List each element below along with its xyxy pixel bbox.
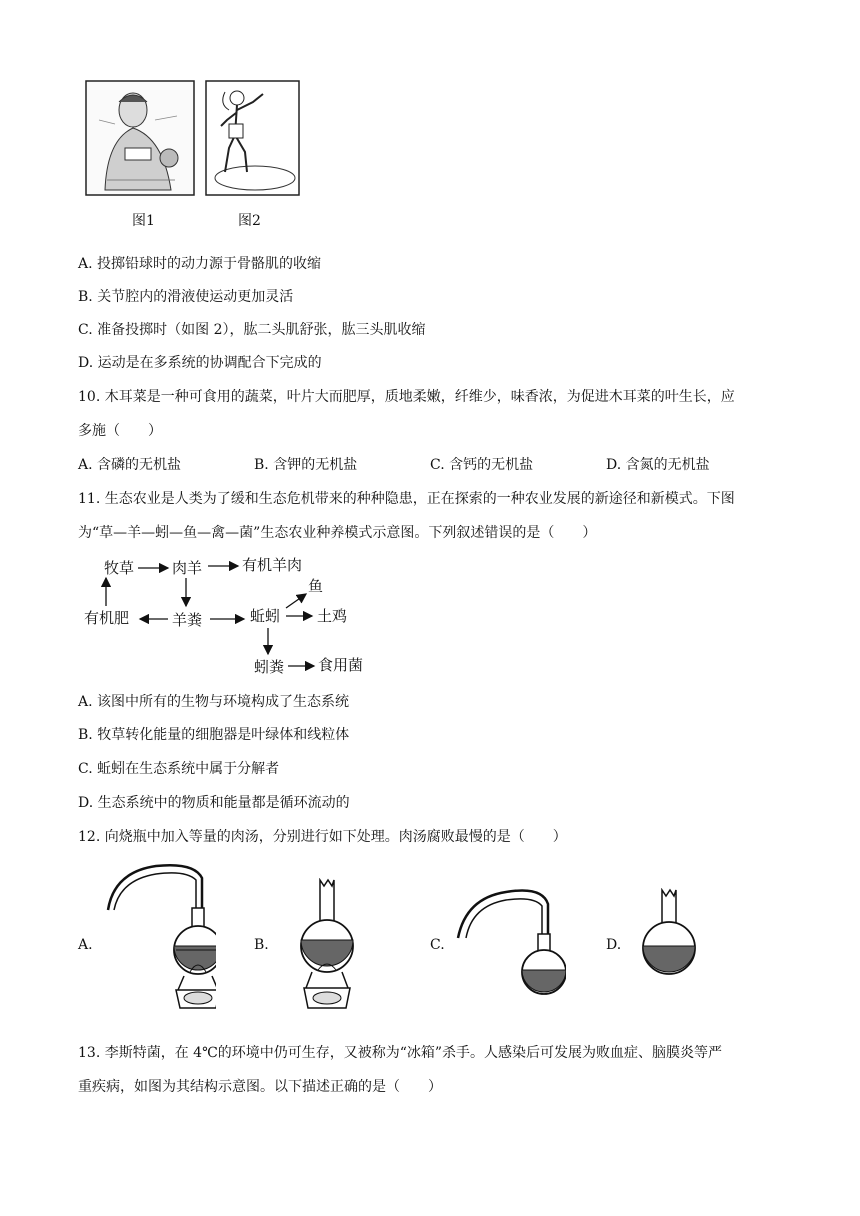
q9-option-d: D. 运动是在多系统的协调配合下完成的 xyxy=(78,355,322,371)
figure-2-label: 图2 xyxy=(238,213,261,229)
q9-option-b: B. 关节腔内的滑液使运动更加灵活 xyxy=(78,289,294,305)
q9-option-c: C. 准备投掷时（如图 2），肱二头肌舒张，肱三头肌收缩 xyxy=(78,322,426,338)
node-yu: 鱼 xyxy=(308,577,324,595)
q10-option-c: C. 含钙的无机盐 xyxy=(430,457,534,473)
flask-b-broken-neck-heated xyxy=(292,878,362,1024)
node-shiyongjun: 食用菌 xyxy=(318,656,364,674)
q12-option-c-letter: C. xyxy=(430,937,445,953)
q13-stem-line1: 13. 李斯特菌，在 4℃的环境中仍可生存，又被称为“冰箱”杀手。人感染后可发展为败血症、脑膜炎等严 xyxy=(78,1045,723,1061)
node-yangfen: 羊粪 xyxy=(172,611,203,629)
q12-option-d-letter: D. xyxy=(606,937,622,953)
q10-option-a: A. 含磷的无机盐 xyxy=(78,457,182,473)
q10-option-d: D. 含氮的无机盐 xyxy=(606,457,710,473)
q12-option-a-letter: A. xyxy=(78,937,93,953)
q11-stem-line2: 为“草—羊—蚓—鱼—禽—菌”生态农业种养模式示意图。下列叙述错误的是（ ） xyxy=(78,525,597,541)
q10-stem-line1: 10. 木耳菜是一种可食用的蔬菜，叶片大而肥厚，质地柔嫩，纤维少，味香浓，为促进木耳菜的叶生长，应 xyxy=(78,389,735,405)
q9-option-a: A. 投掷铅球时的动力源于骨骼肌的收缩 xyxy=(78,256,322,272)
q11-option-b: B. 牧草转化能量的细胞器是叶绿体和线粒体 xyxy=(78,727,350,743)
q10-stem-line2: 多施（ ） xyxy=(78,423,162,439)
q12-option-b-letter: B. xyxy=(254,937,269,953)
node-qiuyin: 蚯蚓 xyxy=(250,607,281,625)
figure-1-label: 图1 xyxy=(132,213,155,229)
flask-a-swan-neck-heated xyxy=(106,858,216,1016)
node-tuji: 土鸡 xyxy=(317,607,348,625)
q10-option-b: B. 含钾的无机盐 xyxy=(254,457,358,473)
node-yinfen: 蚓粪 xyxy=(254,658,285,676)
node-rouyang: 肉羊 xyxy=(172,559,203,577)
node-youjifei: 有机肥 xyxy=(84,609,130,627)
q11-option-a: A. 该图中所有的生物与环境构成了生态系统 xyxy=(78,694,350,710)
eco-farming-diagram xyxy=(80,552,380,682)
q11-option-c: C. 蚯蚓在生态系统中属于分解者 xyxy=(78,761,280,777)
q11-option-d: D. 生态系统中的物质和能量都是循环流动的 xyxy=(78,795,350,811)
q13-stem-line2: 重疾病，如图为其结构示意图。以下描述正确的是（ ） xyxy=(78,1079,442,1095)
q12-stem: 12. 向烧瓶中加入等量的肉汤，分别进行如下处理。肉汤腐败最慢的是（ ） xyxy=(78,829,567,845)
q11-stem-line1: 11. 生态农业是人类为了缓和生态危机带来的种种隐患，正在探索的一种农业发展的新途径和新模式。下图 xyxy=(78,491,735,507)
flask-d-broken-neck xyxy=(636,888,702,976)
node-muchao: 牧草 xyxy=(104,559,135,577)
figure-1-shot-putter-portrait xyxy=(85,80,195,196)
flask-c-swan-neck xyxy=(456,878,566,996)
node-youji-yangrou: 有机羊肉 xyxy=(242,556,303,574)
figure-2-throwing-pose xyxy=(205,80,300,196)
